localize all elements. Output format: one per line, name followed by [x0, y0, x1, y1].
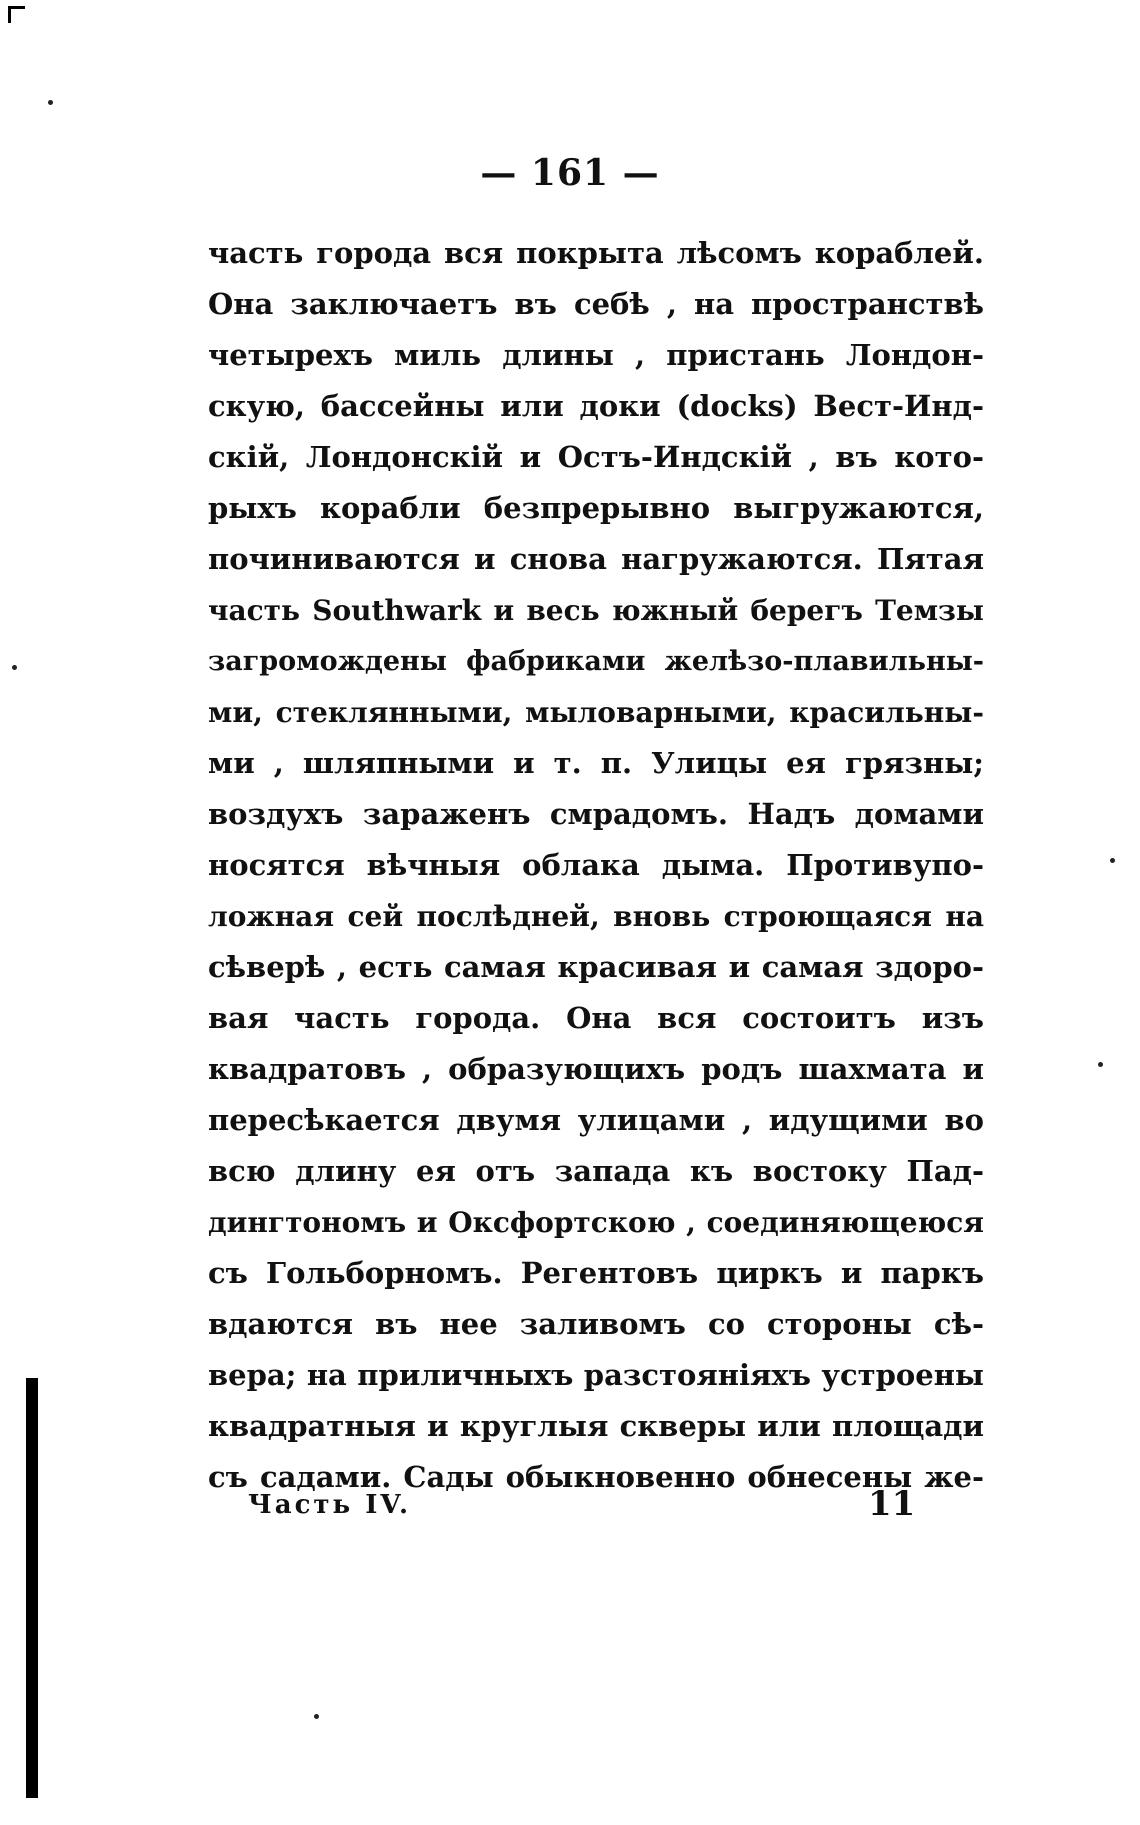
signature-mark: 11 [868, 1484, 916, 1524]
text-line: скій, Лондонскій и Остъ-Индскій , въ кото- [208, 440, 984, 474]
text-line: починиваются и снова нагружаются. Пятая [208, 542, 984, 576]
text-line: рыхъ корабли безпрерывно выгружаются, [208, 491, 984, 525]
corner-mark [8, 6, 25, 23]
text-line: часть города вся покрыта лѣсомъ кораблей. [208, 236, 984, 270]
text-line: загромождены фабриками желѣзо-плавильны- [208, 646, 984, 677]
text-line: ложная сей послѣдней, вновь строющаяся на [208, 900, 984, 933]
text-line: скую, бассейны или доки (docks) Вест-Инд- [208, 389, 984, 423]
text-line: воздухъ зараженъ смрадомъ. Надъ домами [208, 797, 984, 831]
text-line: часть Southwark и весь южный берегъ Темзы [208, 594, 984, 627]
text-line: пересѣкается двумя улицами , идущими во [208, 1103, 984, 1137]
footer-part-label: Часть IV. [248, 1490, 412, 1520]
text-line: квадратныя и круглыя скверы или площади [208, 1409, 984, 1443]
scan-speck [12, 665, 17, 670]
text-line: четырехъ миль длины , пристань Лондон- [208, 338, 984, 372]
text-line: носятся вѣчныя облака дыма. Противупо- [208, 848, 984, 882]
text-line: съ садами. Сады обыкновенно обнесены же- [208, 1460, 984, 1494]
text-line: Она заключаетъ въ себѣ , на пространствѣ [208, 287, 984, 321]
text-line: вдаются въ нее заливомъ со стороны сѣ- [208, 1307, 984, 1341]
text-line: сѣверѣ , есть самая красивая и самая здоро- [208, 950, 984, 984]
text-line: вера; на приличныхъ разстояніяхъ устроены [208, 1358, 984, 1392]
text-line: ми, стеклянными, мыловарными, красильны- [208, 696, 984, 729]
scan-speck [1110, 858, 1115, 863]
scan-speck [48, 100, 53, 105]
text-line: вая часть города. Она вся состоитъ изъ [208, 1001, 984, 1035]
body-text [208, 228, 984, 1503]
text-line: квадратовъ , образующихъ родъ шахмата и [208, 1052, 984, 1086]
scan-speck [1098, 1062, 1103, 1067]
text-line: ми , шляпными и т. п. Улицы ея грязны; [208, 746, 984, 780]
page-number: — 161 — [480, 152, 660, 194]
page-footer [208, 1484, 984, 1534]
text-line: дингтономъ и Оксфортскою , соединяющеюся [208, 1206, 984, 1239]
text-line: съ Гольборномъ. Регентовъ циркъ и паркъ [208, 1256, 984, 1290]
text-line: всю длину ея отъ запада къ востоку Пад- [208, 1154, 984, 1188]
binding-edge [26, 1378, 38, 1798]
scan-speck [314, 1714, 319, 1719]
